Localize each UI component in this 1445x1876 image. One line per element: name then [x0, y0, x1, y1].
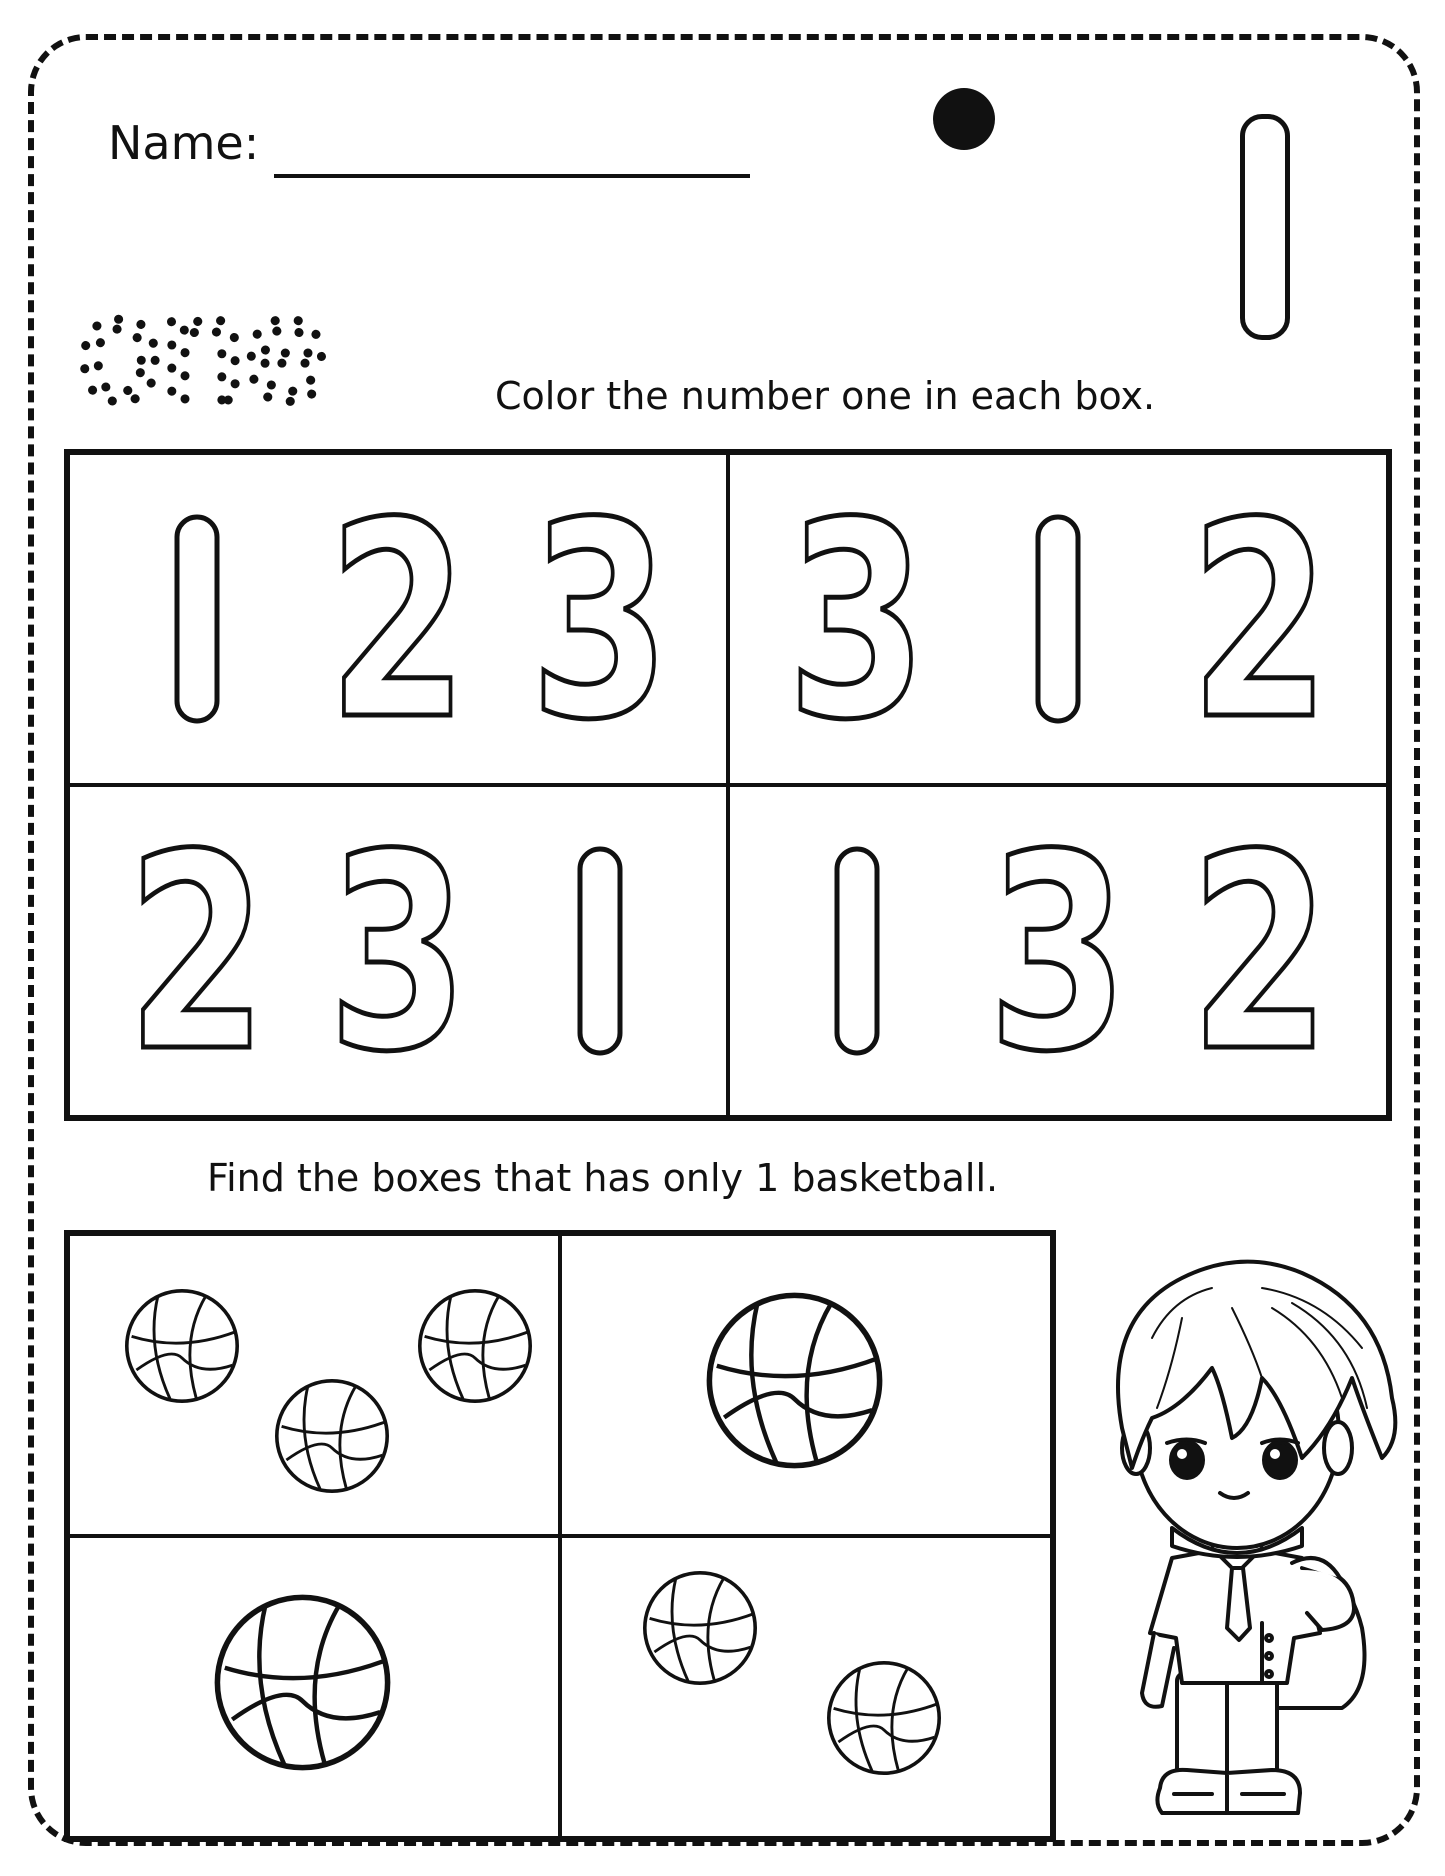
color-instruction: Color the number one in each box. [495, 374, 1156, 418]
number-color-grid [64, 449, 1392, 1121]
name-write-line[interactable] [274, 174, 750, 178]
number-label: 3 [988, 796, 1128, 1111]
number-box-3 [68, 785, 728, 1117]
number-box-2 [728, 453, 1388, 785]
dotted-word-text: one [78, 264, 329, 432]
number-2-outline[interactable] [1185, 796, 1335, 1111]
number-3-outline[interactable] [323, 796, 473, 1111]
number-1-outline[interactable] [782, 841, 932, 1061]
traceable-word-one[interactable] [78, 250, 458, 432]
number-3-outline[interactable] [782, 464, 932, 779]
number-label: 1 [524, 841, 526, 842]
ball-box-4[interactable] [560, 1536, 1052, 1838]
basketball-icon [210, 1590, 395, 1775]
ball-box-2[interactable] [560, 1234, 1052, 1536]
number-label: 2 [328, 464, 468, 779]
basketball-icon [415, 1286, 535, 1406]
boy-illustration [1062, 1228, 1422, 1832]
number-3-outline[interactable] [525, 464, 675, 779]
number-label: 3 [328, 796, 468, 1111]
basketball-grid [64, 1230, 1056, 1842]
number-2-outline[interactable] [1185, 464, 1335, 779]
number-box-4 [728, 785, 1388, 1117]
basketball-icon [122, 1286, 242, 1406]
basketball-icon [640, 1568, 760, 1688]
number-box-1 [68, 453, 728, 785]
number-1-outline[interactable] [122, 509, 272, 729]
number-label: 2 [1189, 464, 1330, 779]
number-label: 3 [786, 464, 927, 779]
number-2-outline[interactable] [323, 464, 473, 779]
basketball-icon [824, 1658, 944, 1778]
ball-box-3[interactable] [68, 1536, 560, 1838]
basketball-icon [702, 1288, 887, 1473]
name-label: Name: [108, 116, 260, 170]
dotted-word-svg [78, 250, 458, 432]
number-1-outline[interactable] [983, 509, 1133, 729]
number-3-outline[interactable] [983, 796, 1133, 1111]
number-2-outline[interactable] [122, 796, 272, 1111]
black-dot-marker [933, 88, 995, 150]
find-instruction: Find the boxes that has only 1 basketball. [207, 1156, 999, 1200]
number-label: 1 [781, 841, 783, 842]
number-label: 1 [983, 509, 984, 510]
number-label: 1 [121, 509, 123, 510]
ball-box-1[interactable] [68, 1234, 560, 1536]
big-number-one-outline[interactable] [1240, 114, 1290, 340]
number-label: 3 [529, 464, 670, 779]
boy-with-backpack-icon [1062, 1228, 1422, 1828]
number-label: 2 [126, 796, 267, 1111]
number-1-outline[interactable] [525, 841, 675, 1061]
basketball-icon [272, 1376, 392, 1496]
number-label: 2 [1189, 796, 1330, 1111]
